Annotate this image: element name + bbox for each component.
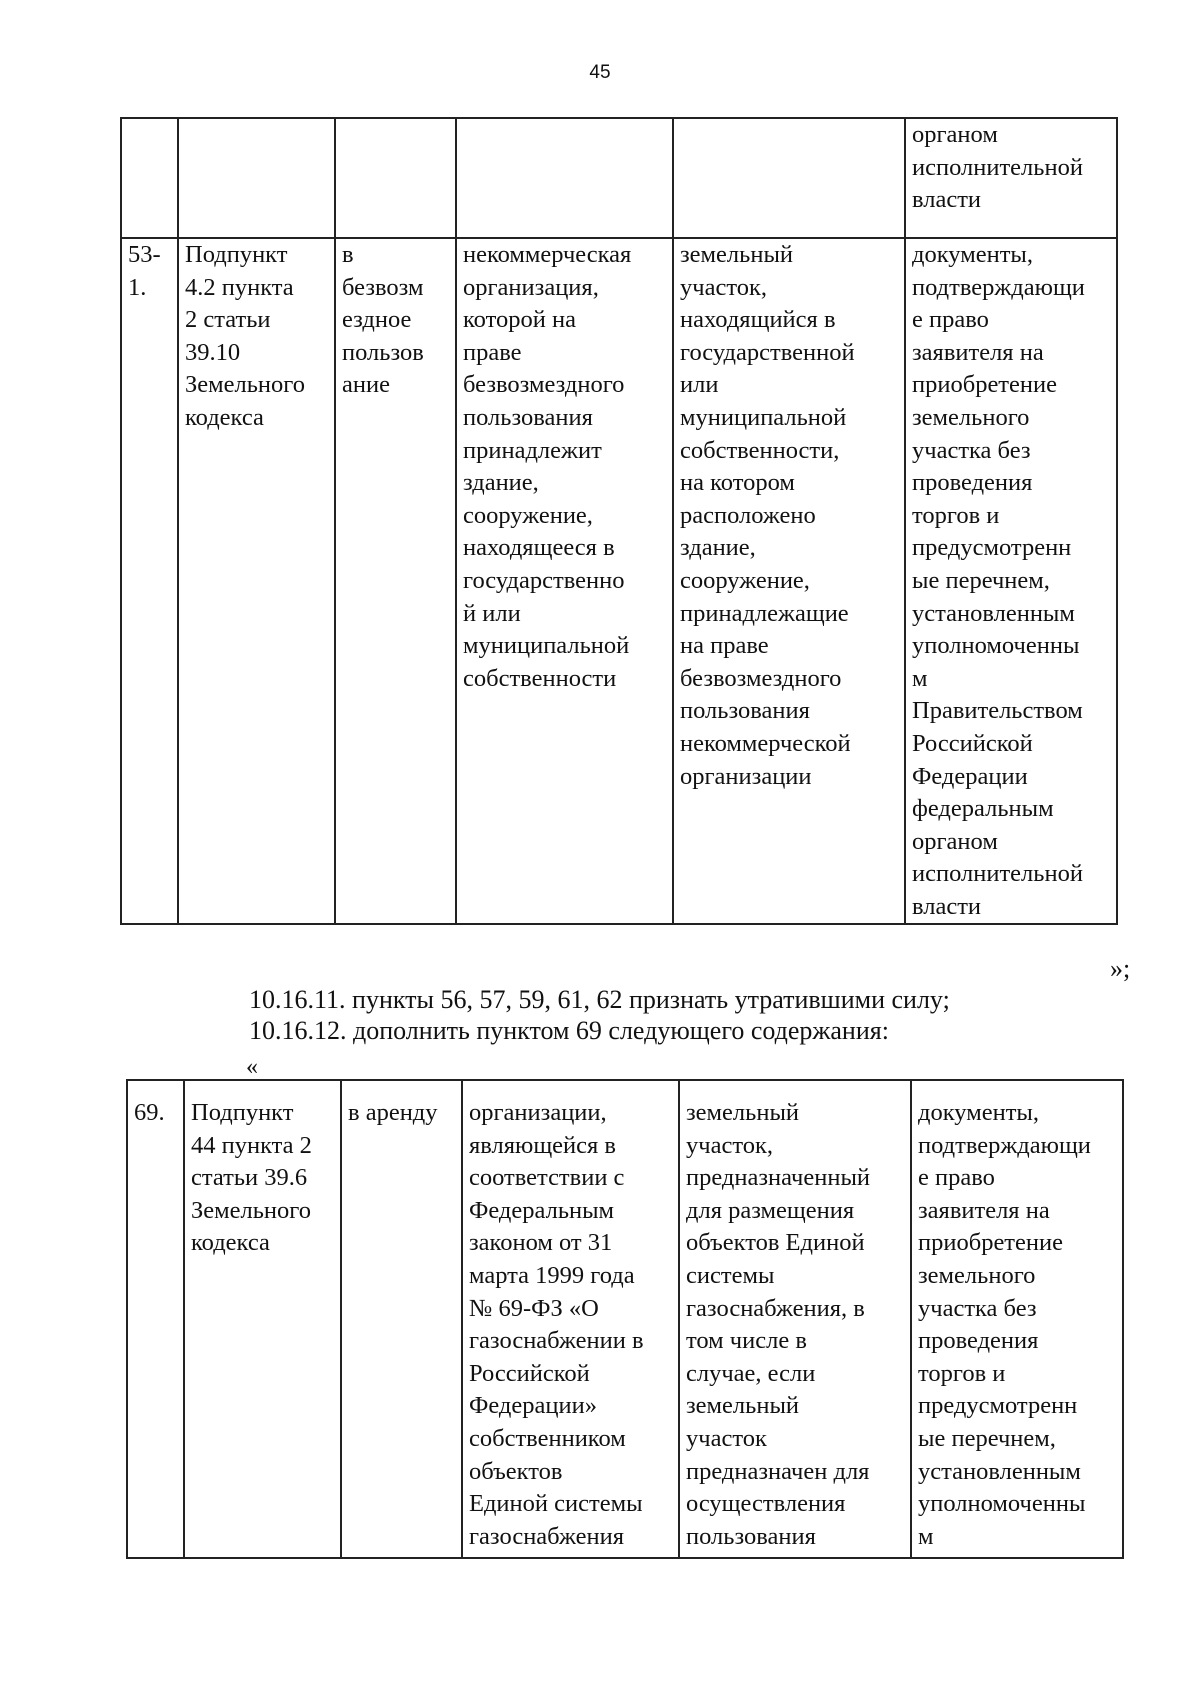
cell-land-plot: земельный участок, предназначенный для размещения объектов Единой системы газоснабжения, в том числе в случае, если земельный участок предназначен для осуществления пользования bbox=[679, 1080, 911, 1558]
page-number: 45 bbox=[589, 62, 611, 83]
instruction-10-16-11: 10.16.11. пункты 56, 57, 59, 61, 62 признать утратившими силу; bbox=[249, 985, 950, 1014]
cell-num: 69. bbox=[127, 1080, 184, 1558]
cell-basis: Подпункт 4.2 пункта 2 статьи 39.10 Земельного кодекса bbox=[178, 238, 335, 924]
cell-num bbox=[121, 118, 178, 238]
table-row-53-1 bbox=[121, 238, 1117, 924]
cell-basis: Подпункт 44 пункта 2 статьи 39.6 Земельного кодекса bbox=[184, 1080, 341, 1558]
cell-num: 53- 1. bbox=[121, 238, 178, 924]
cell-applicant: организации, являющейся в соответствии с Федеральным законом от 31 марта 1999 года № 69-ФЗ «О газоснабжении в Российской Федерации» собственником объектов Единой системы газоснабжения bbox=[462, 1080, 679, 1558]
closing-quote: »; bbox=[1110, 954, 1131, 983]
land-table-new-row bbox=[126, 1079, 1124, 1559]
cell-basis bbox=[178, 118, 335, 238]
cell-applicant: некоммерческая организация, которой на праве безвозмездного пользования принадлежит здание, сооружение, находящееся в государственно й или муниципальной собственности bbox=[456, 238, 673, 924]
cell-right-type: в безвозм ездное пользов ание bbox=[335, 238, 456, 924]
cell-documents: документы, подтверждающи е право заявителя на приобретение земельного участка без проведения торгов и предусмотренн ые перечнем, установленным уполномоченны м Правительством Российской Федерации федеральным органом исполнительной власти bbox=[905, 238, 1117, 924]
cell-documents: органом исполнительной власти bbox=[905, 118, 1117, 238]
cell-documents: документы, подтверждающи е право заявителя на приобретение земельного участка без проведения торгов и предусмотренн ые перечнем, установленным уполномоченны м bbox=[911, 1080, 1123, 1558]
cell-right-type: в аренду bbox=[341, 1080, 462, 1558]
cell-applicant bbox=[456, 118, 673, 238]
opening-quote: « bbox=[246, 1054, 258, 1080]
table-row-continuation bbox=[121, 118, 1117, 238]
table-row-69 bbox=[127, 1080, 1123, 1558]
land-table-continued bbox=[120, 117, 1118, 925]
cell-land-plot bbox=[673, 118, 905, 238]
cell-right-type bbox=[335, 118, 456, 238]
cell-land-plot: земельный участок, находящийся в государственной или муниципальной собственности, на котором расположено здание, сооружение, принадлежащие на праве безвозмездного пользования некоммерческой организации bbox=[673, 238, 905, 924]
instruction-10-16-12: 10.16.12. дополнить пунктом 69 следующего содержания: bbox=[249, 1016, 889, 1045]
